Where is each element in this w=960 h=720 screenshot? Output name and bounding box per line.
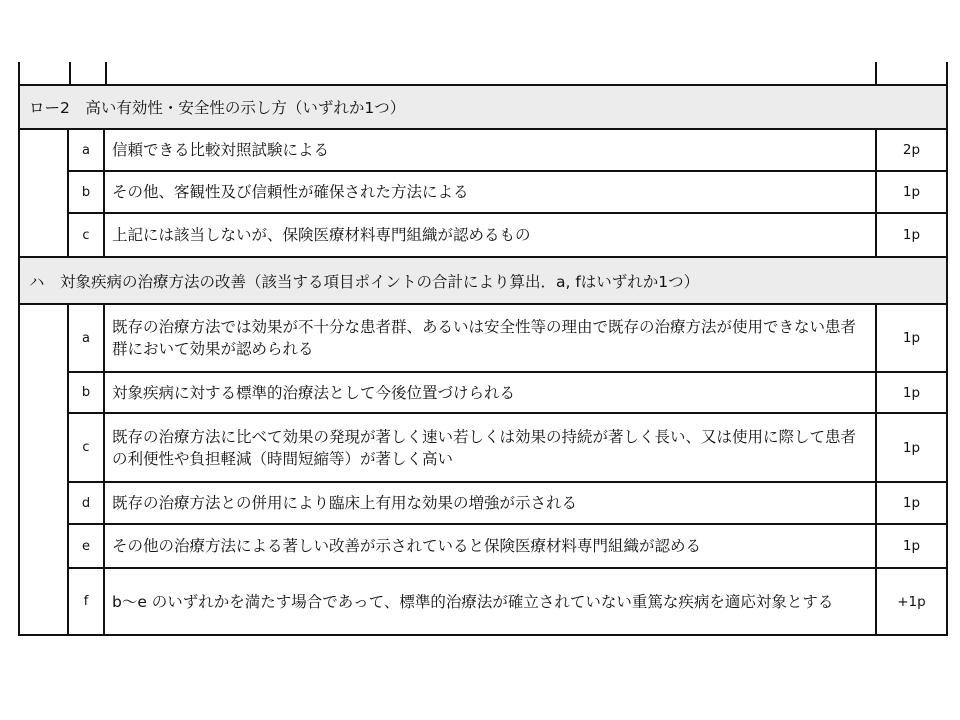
- row-key: b: [68, 171, 104, 213]
- section-heading-row: [19, 85, 947, 129]
- criteria-table-sheet: [18, 62, 948, 636]
- table-row: [19, 568, 947, 635]
- table-row: [19, 524, 947, 568]
- row-key: e: [68, 524, 104, 568]
- table-row: [19, 129, 947, 171]
- row-key: d: [68, 482, 104, 524]
- table-row: [19, 413, 947, 482]
- section-heading-row: [19, 257, 947, 304]
- row-text: 上記には該当しないが、保険医療材料専門組織が認めるもの: [104, 213, 876, 257]
- table-row: [19, 482, 947, 524]
- row-text: その他の治療方法による著しい改善が示されていると保険医療材料専門組織が認める: [104, 524, 876, 568]
- row-text: 既存の治療方法に比べて効果の発現が著しく速い若しくは効果の持続が著しく長い、又は使用に際して患者の利便性や負担軽減（時間短縮等）が著しく高い: [104, 413, 876, 482]
- section-heading: ロー2 高い有効性・安全性の示し方（いずれか1つ）: [19, 85, 947, 129]
- row-points: 2p: [876, 129, 947, 171]
- row-text: b〜e のいずれかを満たす場合であって、標準的治療法が確立されていない重篤な疾病を適応対象とする: [104, 568, 876, 635]
- row-points: +1p: [876, 568, 947, 635]
- row-text: 信頼できる比較対照試験による: [104, 129, 876, 171]
- row-key: f: [68, 568, 104, 635]
- row-key: a: [68, 304, 104, 372]
- table-row: [19, 171, 947, 213]
- indent-cell: [19, 129, 68, 257]
- section-heading: ハ 対象疾病の治療方法の改善（該当する項目ポイントの合計により算出．a, fはいずれか1つ）: [19, 257, 947, 304]
- row-points: 1p: [876, 482, 947, 524]
- row-key: b: [68, 372, 104, 413]
- row-points: 1p: [876, 213, 947, 257]
- table-row: [19, 304, 947, 372]
- table-row: [19, 213, 947, 257]
- row-points: 1p: [876, 372, 947, 413]
- row-points: 1p: [876, 413, 947, 482]
- row-key: c: [68, 213, 104, 257]
- row-points: 1p: [876, 171, 947, 213]
- row-text: その他、客観性及び信頼性が確保された方法による: [104, 171, 876, 213]
- row-text: 既存の治療方法では効果が不十分な患者群、あるいは安全性等の理由で既存の治療方法が使用できない患者群において効果が認められる: [104, 304, 876, 372]
- table-row: [19, 372, 947, 413]
- row-key: a: [68, 129, 104, 171]
- row-key: c: [68, 413, 104, 482]
- indent-cell: [19, 304, 68, 635]
- row-points: 1p: [876, 524, 947, 568]
- row-points: 1p: [876, 304, 947, 372]
- row-text: 対象疾病に対する標準的治療法として今後位置づけられる: [104, 372, 876, 413]
- table-continuation-stub: [18, 62, 948, 84]
- row-text: 既存の治療方法との併用により臨床上有用な効果の増強が示される: [104, 482, 876, 524]
- evaluation-criteria-table: [18, 84, 948, 636]
